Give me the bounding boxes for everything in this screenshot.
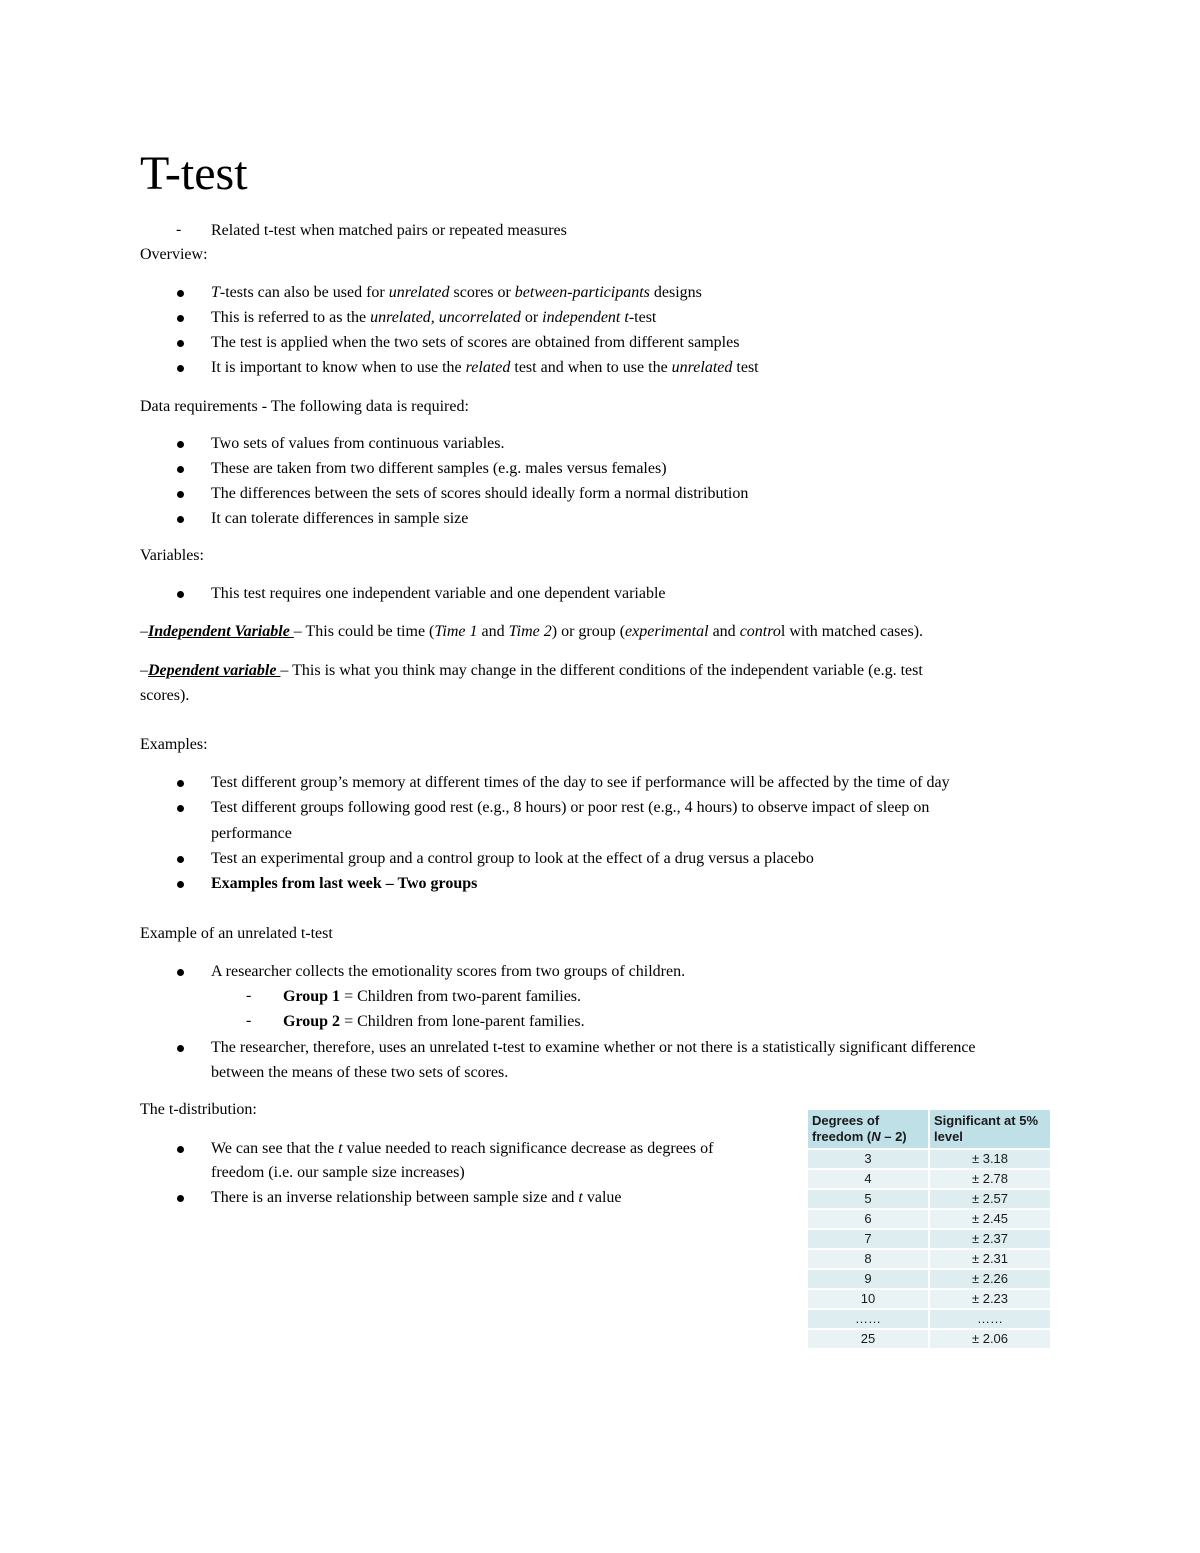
bullet-marker [177,1146,184,1153]
examples-item: Test different group’s memory at different times of the day to see if performance will be affected by the time of day [211,774,950,791]
bullet-marker [177,1195,184,1202]
intro-dash-item: Related t-test when matched pairs or repeated measures [211,222,567,239]
table-row [807,1249,1051,1269]
table-cell-dof: …… [807,1309,929,1329]
variables-heading: Variables: [140,547,204,564]
examples-item: Test different groups following good rest (e.g., 8 hours) or poor rest (e.g., 4 hours) to observe impact of sleep on [211,799,930,816]
table-cell-value: ± 2.57 [929,1189,1051,1209]
examples-item-bold: Examples from last week – Two groups [211,875,478,892]
table-cell-value: ± 2.06 [929,1329,1051,1349]
data-requirements-heading: Data requirements - The following data is required: [140,398,469,415]
table-cell-dof: 4 [807,1169,929,1189]
dependent-variable-definition-cont: scores). [140,687,190,704]
table-header-row [807,1109,1051,1149]
table-cell-value: ± 3.18 [929,1149,1051,1169]
bullet-marker [177,856,184,863]
bullet-marker [177,881,184,888]
group-2-item: Group 2 = Children from lone-parent families. [283,1013,585,1030]
bullet-marker [177,805,184,812]
variables-item: This test requires one independent variable and one dependent variable [211,585,666,602]
table-cell-value: ± 2.23 [929,1289,1051,1309]
bullet-marker [177,466,184,473]
unrelated-example-item-cont: between the means of these two sets of scores. [211,1064,509,1081]
table-cell-value: …… [929,1309,1051,1329]
table-header-dof: Degrees of freedom (N – 2) [807,1109,929,1149]
table-row [807,1149,1051,1169]
table-cell-dof: 6 [807,1209,929,1229]
overview-item-4: It is important to know when to use the related test and when to use the unrelated test [211,359,759,376]
table-row [807,1189,1051,1209]
bullet-marker [177,290,184,297]
unrelated-example-item: The researcher, therefore, uses an unrelated t-test to examine whether or not there is a statistically significant difference [211,1039,976,1056]
table-row [807,1289,1051,1309]
table-cell-value: ± 2.31 [929,1249,1051,1269]
bullet-marker [177,340,184,347]
bullet-marker [177,441,184,448]
table-row [807,1329,1051,1349]
unrelated-example-item: A researcher collects the emotionality scores from two groups of children. [211,963,686,980]
table-cell-dof: 9 [807,1269,929,1289]
dash-marker: - [246,1012,252,1029]
table-row [807,1309,1051,1329]
bullet-marker [177,1045,184,1052]
unrelated-example-heading: Example of an unrelated t-test [140,925,333,942]
table-cell-value: ± 2.78 [929,1169,1051,1189]
dash-marker: - [176,221,182,238]
overview-item-1: T-tests can also be used for unrelated scores or between-participants designs [211,284,702,301]
table-row [807,1229,1051,1249]
data-req-item: The differences between the sets of scores should ideally form a normal distribution [211,485,749,502]
data-req-item: These are taken from two different samples (e.g. males versus females) [211,460,667,477]
table-cell-value: ± 2.37 [929,1229,1051,1249]
table-cell-dof: 7 [807,1229,929,1249]
dependent-variable-definition: –Dependent variable – This is what you think may change in the different conditions of the independent variable (e.g. test [140,662,923,679]
bullet-marker [177,780,184,787]
examples-heading: Examples: [140,736,208,753]
bullet-marker [177,315,184,322]
overview-item-3: The test is applied when the two sets of scores are obtained from different samples [211,334,740,351]
examples-item: Test an experimental group and a control group to look at the effect of a drug versus a placebo [211,850,814,867]
table-row [807,1269,1051,1289]
t-distribution-item: We can see that the t value needed to reach significance decrease as degrees of [211,1140,714,1157]
t-distribution-item-cont: freedom (i.e. our sample size increases) [211,1164,465,1181]
data-req-item: Two sets of values from continuous variables. [211,435,505,452]
degrees-of-freedom-table [806,1108,1052,1350]
overview-item-2: This is referred to as the unrelated, uncorrelated or independent t-test [211,309,657,326]
group-1-item: Group 1 = Children from two-parent families. [283,988,582,1005]
table-row [807,1209,1051,1229]
table-cell-value: ± 2.45 [929,1209,1051,1229]
t-distribution-heading: The t-distribution: [140,1101,257,1118]
bullet-marker [177,491,184,498]
examples-item-cont: performance [211,825,292,842]
page-title: T-test [140,147,248,200]
table-header-significance: Significant at 5% level [929,1109,1051,1149]
overview-heading: Overview: [140,246,208,263]
data-req-item: It can tolerate differences in sample size [211,510,469,527]
table-cell-dof: 8 [807,1249,929,1269]
table-cell-dof: 5 [807,1189,929,1209]
bullet-marker [177,516,184,523]
independent-variable-definition: –Independent Variable – This could be time (Time 1 and Time 2) or group (experimental and control with matched cases). [140,623,924,640]
bullet-marker [177,365,184,372]
table-row [807,1169,1051,1189]
table-cell-dof: 10 [807,1289,929,1309]
table-cell-dof: 25 [807,1329,929,1349]
table-cell-value: ± 2.26 [929,1269,1051,1289]
t-distribution-item: There is an inverse relationship between sample size and t value [211,1189,622,1206]
bullet-marker [177,591,184,598]
bullet-marker [177,969,184,976]
table-cell-dof: 3 [807,1149,929,1169]
dash-marker: - [246,987,252,1004]
